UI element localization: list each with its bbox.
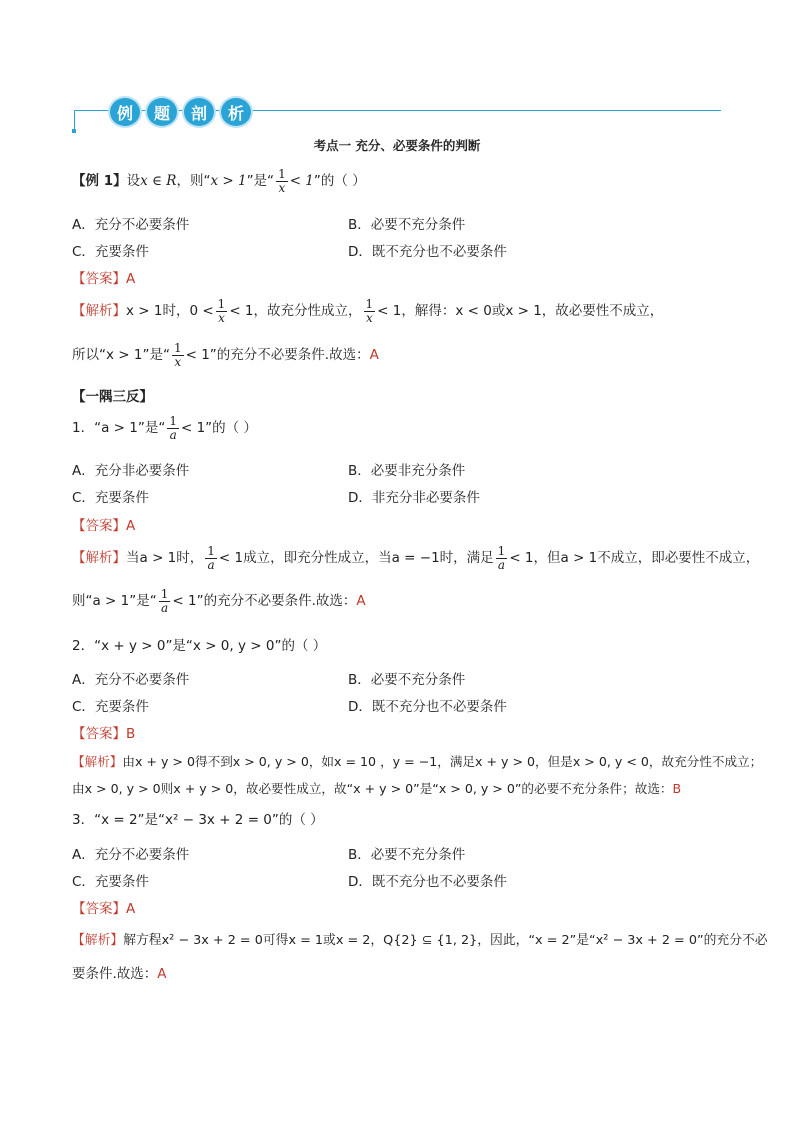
q1-analysis-2: 则“a > 1”是“ $\frac{1}{a}$ < 1”的充分不必要条件.故选：A bbox=[72, 587, 366, 615]
q2-option-b: B．必要不充分条件 bbox=[348, 672, 466, 688]
q1-analysis-1: 【解析】当a > 1时， $\frac{1}{a}$ < 1成立，即充分性成立，当a = −1时，满足 $\frac{1}{a}$ < 1，但a > 1不成立，即必要性不成立， bbox=[72, 544, 760, 572]
q3-option-c: C．充要条件 bbox=[72, 874, 149, 890]
option-c: C．充要条件 bbox=[72, 244, 149, 260]
fraction: $\frac{1}{x}$ bbox=[278, 167, 286, 195]
analysis-line-1: 【解析】x > 1时，0 < $\frac{1}{x}$ < 1，故充分性成立， $\frac{1}{x}$ < 1，解得：x < 0或x > 1，故必要性不成立， bbox=[72, 297, 664, 325]
q3-analysis-1: 【解析】解方程x² − 3x + 2 = 0可得x = 1或x = 2，Q{2} ⊆ {1, 2}，因此，“x = 2”是“x² − 3x + 2 = 0”的充分不必 bbox=[72, 933, 768, 948]
q2-option-d: D．既不充分也不必要条件 bbox=[348, 699, 507, 715]
option-a: A．充分不必要条件 bbox=[72, 217, 190, 233]
example-stem: 【例 1】设x ∈ R，则“x > 1”是“ $\frac{1}{x}$ < 1”的（ ） bbox=[72, 167, 366, 195]
q1-option-b: B．必要非充分条件 bbox=[348, 463, 466, 479]
practice-heading: 【一隅三反】 bbox=[72, 389, 153, 405]
header-badge: 题 bbox=[145, 96, 179, 128]
q3-option-d: D．既不充分也不必要条件 bbox=[348, 874, 507, 890]
q2-analysis-1: 【解析】由x + y > 0得不到x > 0, y > 0，如x = 10 ，y = −1，满足x + y > 0，但是x > 0, y < 0，故充分性不成立； bbox=[72, 754, 763, 769]
q2-stem: 2．“x + y > 0”是“x > 0, y > 0”的（ ） bbox=[72, 638, 327, 654]
header-badge: 例 bbox=[108, 96, 142, 128]
q1-option-c: C．充要条件 bbox=[72, 490, 149, 506]
option-b: B．必要不充分条件 bbox=[348, 217, 466, 233]
answer-line: 【答案】A bbox=[72, 271, 136, 287]
header-badge: 析 bbox=[219, 96, 253, 128]
q3-option-a: A．充分不必要条件 bbox=[72, 847, 190, 863]
header-badges bbox=[108, 96, 253, 128]
q3-analysis-2: 要条件.故选：A bbox=[72, 966, 167, 982]
example-tag: 【例 1】 bbox=[72, 173, 127, 190]
q1-stem: 1．“a > 1”是“ $\frac{1}{a}$ < 1”的（ ） bbox=[72, 414, 257, 442]
q2-analysis-2: 由x > 0, y > 0则x + y > 0，故必要性成立，故“x + y > 0”是“x > 0, y > 0”的必要不充分条件；故选：B bbox=[72, 781, 682, 796]
q3-option-b: B．必要不充分条件 bbox=[348, 847, 466, 863]
q1-answer: 【答案】A bbox=[72, 518, 136, 534]
q2-option-a: A．充分不必要条件 bbox=[72, 672, 190, 688]
analysis-line-2: 所以“x > 1”是“ $\frac{1}{x}$ < 1”的充分不必要条件.故选：A bbox=[72, 341, 379, 369]
q2-answer: 【答案】B bbox=[72, 726, 136, 742]
q2-option-c: C．充要条件 bbox=[72, 699, 149, 715]
q1-option-a: A．充分非必要条件 bbox=[72, 463, 190, 479]
option-d: D．既不充分也不必要条件 bbox=[348, 244, 507, 260]
q3-answer: 【答案】A bbox=[72, 901, 136, 917]
header-corner-dot bbox=[72, 129, 76, 133]
header-badge: 剖 bbox=[182, 96, 216, 128]
section-title: 考点一 充分、必要条件的判断 bbox=[313, 138, 481, 153]
q1-option-d: D．非充分非必要条件 bbox=[348, 490, 480, 506]
q3-stem: 3．“x = 2”是“x² − 3x + 2 = 0”的（ ） bbox=[72, 812, 324, 828]
